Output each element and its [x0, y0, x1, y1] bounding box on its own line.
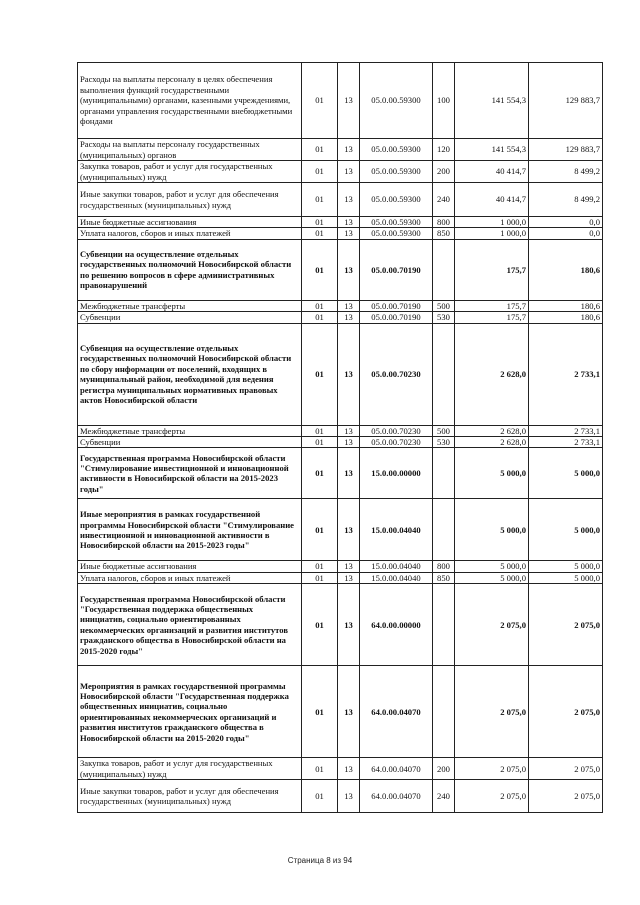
cell-expense-type: 240	[433, 183, 455, 217]
cell-target-item: 05.0.00.59300	[360, 183, 433, 217]
table-row	[78, 139, 603, 161]
cell-section: 01	[302, 139, 338, 161]
cell-subsection: 13	[338, 584, 360, 666]
cell-name: Межбюджетные трансферты	[78, 300, 302, 311]
cell-amount-2: 129 883,7	[529, 139, 603, 161]
cell-section: 01	[302, 437, 338, 448]
cell-name: Уплата налогов, сборов и иных платежей	[78, 572, 302, 583]
table-row	[78, 183, 603, 217]
table-row	[78, 448, 603, 499]
cell-name: Закупка товаров, работ и услуг для государственных (муниципальных) нужд	[78, 758, 302, 780]
cell-target-item: 05.0.00.70190	[360, 239, 433, 300]
cell-section: 01	[302, 584, 338, 666]
cell-subsection: 13	[338, 572, 360, 583]
cell-amount-2: 2 075,0	[529, 584, 603, 666]
cell-amount-1: 5 000,0	[455, 561, 529, 572]
cell-section: 01	[302, 780, 338, 813]
cell-expense-type	[433, 448, 455, 499]
cell-section: 01	[302, 312, 338, 323]
cell-amount-1: 40 414,7	[455, 183, 529, 217]
cell-subsection: 13	[338, 63, 360, 139]
cell-subsection: 13	[338, 161, 360, 183]
cell-section: 01	[302, 425, 338, 436]
cell-target-item: 05.0.00.70230	[360, 323, 433, 425]
cell-subsection: 13	[338, 183, 360, 217]
cell-target-item: 15.0.00.04040	[360, 561, 433, 572]
cell-amount-2: 129 883,7	[529, 63, 603, 139]
cell-subsection: 13	[338, 499, 360, 561]
cell-section: 01	[302, 217, 338, 228]
cell-name: Государственная программа Новосибирской области "Государственная поддержка общественных инициатив, социально ориентированных некоммерческих организаций и развития институтов гражданского общества в Новосибирской области на 2015-2020 годы"	[78, 584, 302, 666]
page-footer: Страница 8 из 94	[287, 856, 353, 865]
cell-section: 01	[302, 300, 338, 311]
cell-amount-1: 175,7	[455, 300, 529, 311]
cell-name: Субвенции на осуществление отдельных государственных полномочий Новосибирской области по решению вопросов в сфере административных правонарушений	[78, 239, 302, 300]
cell-section: 01	[302, 239, 338, 300]
cell-target-item: 15.0.00.04040	[360, 572, 433, 583]
cell-amount-1: 175,7	[455, 239, 529, 300]
cell-expense-type: 850	[433, 572, 455, 583]
cell-target-item: 64.0.00.04070	[360, 758, 433, 780]
cell-amount-2: 2 733,1	[529, 425, 603, 436]
table-row	[78, 312, 603, 323]
cell-target-item: 64.0.00.04070	[360, 666, 433, 758]
cell-expense-type	[433, 584, 455, 666]
table-row	[78, 300, 603, 311]
cell-amount-1: 141 554,3	[455, 63, 529, 139]
cell-target-item: 05.0.00.59300	[360, 228, 433, 239]
cell-amount-1: 2 075,0	[455, 666, 529, 758]
cell-name: Закупка товаров, работ и услуг для государственных (муниципальных) нужд	[78, 161, 302, 183]
table-body	[78, 63, 603, 813]
cell-expense-type: 530	[433, 437, 455, 448]
cell-target-item: 05.0.00.70230	[360, 425, 433, 436]
cell-expense-type: 240	[433, 780, 455, 813]
cell-expense-type	[433, 239, 455, 300]
cell-target-item: 15.0.00.00000	[360, 448, 433, 499]
cell-name: Иные закупки товаров, работ и услуг для обеспечения государственных (муниципальных) нужд	[78, 183, 302, 217]
cell-expense-type: 800	[433, 217, 455, 228]
table-row	[78, 437, 603, 448]
table-row	[78, 666, 603, 758]
cell-expense-type: 200	[433, 758, 455, 780]
cell-subsection: 13	[338, 758, 360, 780]
cell-amount-1: 2 628,0	[455, 437, 529, 448]
cell-target-item: 05.0.00.70190	[360, 312, 433, 323]
cell-amount-2: 2 733,1	[529, 437, 603, 448]
table-row	[78, 228, 603, 239]
cell-section: 01	[302, 448, 338, 499]
table-row	[78, 584, 603, 666]
cell-target-item: 05.0.00.70230	[360, 437, 433, 448]
cell-subsection: 13	[338, 666, 360, 758]
cell-name: Субвенции	[78, 312, 302, 323]
cell-amount-1: 5 000,0	[455, 572, 529, 583]
cell-name: Государственная программа Новосибирской области "Стимулирование инвестиционной и инновационной активности в Новосибирской области на 2015-2023 годы"	[78, 448, 302, 499]
cell-expense-type	[433, 323, 455, 425]
cell-amount-2: 2 075,0	[529, 758, 603, 780]
cell-amount-2: 5 000,0	[529, 572, 603, 583]
cell-amount-2: 180,6	[529, 239, 603, 300]
cell-amount-2: 180,6	[529, 312, 603, 323]
cell-target-item: 05.0.00.70190	[360, 300, 433, 311]
cell-section: 01	[302, 572, 338, 583]
cell-name: Иные бюджетные ассигнования	[78, 217, 302, 228]
cell-name: Межбюджетные трансферты	[78, 425, 302, 436]
cell-name: Расходы на выплаты персоналу в целях обеспечения выполнения функций государственными (муниципальными) органами, казенными учреждениями, органами управления государственными внебюджетными фондами	[78, 63, 302, 139]
table-row	[78, 323, 603, 425]
cell-name: Мероприятия в рамках государственной программы Новосибирской области "Государственная поддержка общественных инициатив, социально ориентированных некоммерческих организаций и развития институтов гражданского общества в Новосибирской области на 2015-2020 годы"	[78, 666, 302, 758]
cell-name: Субвенция на осуществление отдельных государственных полномочий Новосибирской области по сбору информации от поселений, входящих в муниципальный район, необходимой для ведения регистра муниципальных нормативных правовых актов Новосибирской области	[78, 323, 302, 425]
cell-amount-2: 5 000,0	[529, 499, 603, 561]
cell-section: 01	[302, 228, 338, 239]
cell-expense-type: 100	[433, 63, 455, 139]
table-row	[78, 217, 603, 228]
table-row	[78, 758, 603, 780]
cell-amount-2: 0,0	[529, 217, 603, 228]
cell-name: Иные мероприятия в рамках государственной программы Новосибирской области "Стимулирование инвестиционной и инновационной активности в Новосибирской области на 2015-2023 годы"	[78, 499, 302, 561]
cell-amount-1: 5 000,0	[455, 499, 529, 561]
cell-target-item: 15.0.00.04040	[360, 499, 433, 561]
cell-amount-2: 2 075,0	[529, 666, 603, 758]
cell-target-item: 05.0.00.59300	[360, 139, 433, 161]
cell-subsection: 13	[338, 239, 360, 300]
cell-amount-1: 5 000,0	[455, 448, 529, 499]
cell-amount-2: 180,6	[529, 300, 603, 311]
cell-amount-1: 2 075,0	[455, 584, 529, 666]
cell-expense-type: 120	[433, 139, 455, 161]
cell-section: 01	[302, 758, 338, 780]
cell-name: Расходы на выплаты персоналу государственных (муниципальных) органов	[78, 139, 302, 161]
cell-subsection: 13	[338, 300, 360, 311]
cell-amount-2: 5 000,0	[529, 561, 603, 572]
cell-subsection: 13	[338, 561, 360, 572]
cell-amount-1: 1 000,0	[455, 217, 529, 228]
cell-amount-2: 2 075,0	[529, 780, 603, 813]
cell-subsection: 13	[338, 437, 360, 448]
table-row	[78, 572, 603, 583]
cell-subsection: 13	[338, 228, 360, 239]
cell-name: Уплата налогов, сборов и иных платежей	[78, 228, 302, 239]
cell-section: 01	[302, 63, 338, 139]
cell-expense-type: 530	[433, 312, 455, 323]
cell-amount-1: 2 075,0	[455, 780, 529, 813]
cell-amount-1: 2 628,0	[455, 425, 529, 436]
cell-amount-2: 8 499,2	[529, 161, 603, 183]
cell-subsection: 13	[338, 425, 360, 436]
cell-expense-type: 500	[433, 425, 455, 436]
cell-subsection: 13	[338, 139, 360, 161]
budget-table	[77, 62, 603, 813]
table-row	[78, 425, 603, 436]
cell-amount-2: 8 499,2	[529, 183, 603, 217]
cell-section: 01	[302, 561, 338, 572]
cell-subsection: 13	[338, 780, 360, 813]
cell-target-item: 64.0.00.00000	[360, 584, 433, 666]
table-row	[78, 561, 603, 572]
cell-name: Иные закупки товаров, работ и услуг для обеспечения государственных (муниципальных) нужд	[78, 780, 302, 813]
cell-expense-type: 500	[433, 300, 455, 311]
cell-subsection: 13	[338, 323, 360, 425]
table-row	[78, 161, 603, 183]
cell-amount-2: 5 000,0	[529, 448, 603, 499]
table-row	[78, 780, 603, 813]
cell-target-item: 64.0.00.04070	[360, 780, 433, 813]
cell-amount-1: 40 414,7	[455, 161, 529, 183]
cell-target-item: 05.0.00.59300	[360, 63, 433, 139]
cell-name: Субвенции	[78, 437, 302, 448]
cell-section: 01	[302, 161, 338, 183]
cell-expense-type: 200	[433, 161, 455, 183]
cell-amount-1: 2 075,0	[455, 758, 529, 780]
cell-section: 01	[302, 499, 338, 561]
table-row	[78, 239, 603, 300]
cell-name: Иные бюджетные ассигнования	[78, 561, 302, 572]
cell-amount-2: 0,0	[529, 228, 603, 239]
cell-amount-1: 141 554,3	[455, 139, 529, 161]
cell-subsection: 13	[338, 448, 360, 499]
cell-subsection: 13	[338, 217, 360, 228]
cell-target-item: 05.0.00.59300	[360, 217, 433, 228]
cell-section: 01	[302, 183, 338, 217]
cell-amount-2: 2 733,1	[529, 323, 603, 425]
table-row	[78, 499, 603, 561]
cell-section: 01	[302, 666, 338, 758]
cell-section: 01	[302, 323, 338, 425]
table-row	[78, 63, 603, 139]
cell-expense-type: 800	[433, 561, 455, 572]
cell-amount-1: 175,7	[455, 312, 529, 323]
cell-amount-1: 2 628,0	[455, 323, 529, 425]
cell-target-item: 05.0.00.59300	[360, 161, 433, 183]
cell-subsection: 13	[338, 312, 360, 323]
cell-amount-1: 1 000,0	[455, 228, 529, 239]
cell-expense-type	[433, 666, 455, 758]
cell-expense-type	[433, 499, 455, 561]
cell-expense-type: 850	[433, 228, 455, 239]
